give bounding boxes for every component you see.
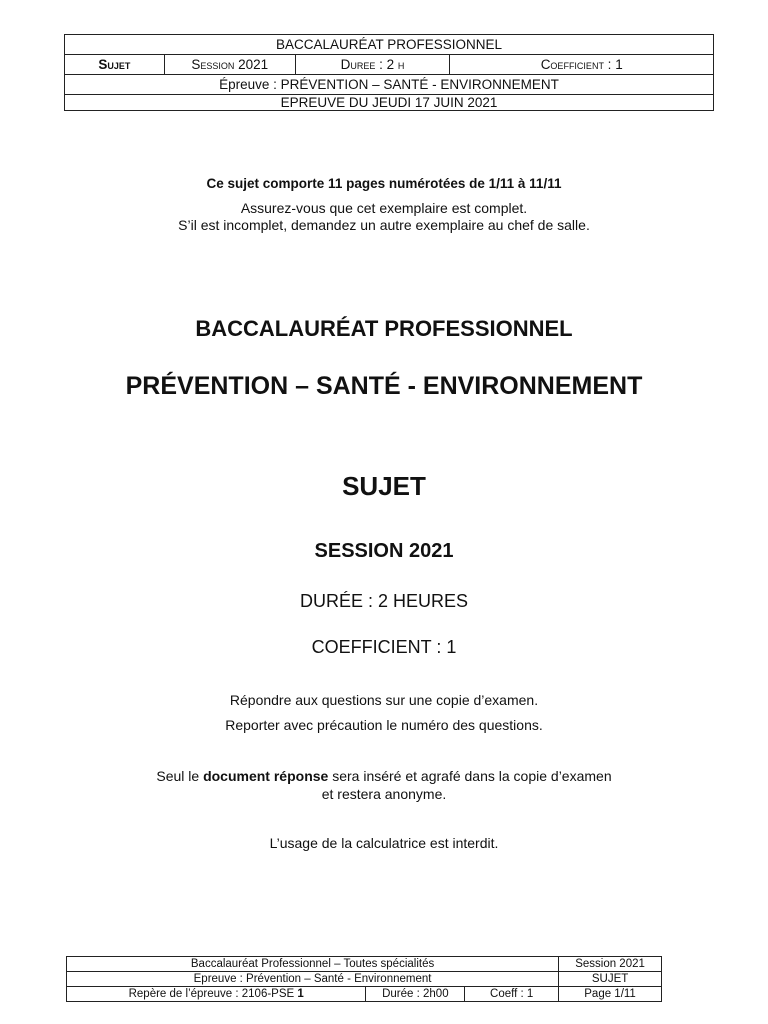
header-row-info xyxy=(65,55,714,75)
report-instruction: Reporter avec précaution le numéro des questions. xyxy=(225,717,543,733)
footer-sujet: SUJET xyxy=(559,972,662,987)
footer-epreuve: Epreuve : Prévention – Santé - Environnement xyxy=(67,972,559,987)
incomplete-line: S’il est incomplet, demandez un autre exemplaire au chef de salle. xyxy=(178,217,590,233)
document-instruction-line2: et restera anonyme. xyxy=(321,786,447,802)
header-date: EPREUVE DU JEUDI 17 JUIN 2021 xyxy=(65,95,714,111)
header-bac: BACCALAURÉAT PROFESSIONNEL xyxy=(65,35,714,55)
doc-suffix: sera inséré et agrafé dans la copie d’examen xyxy=(328,768,612,784)
exam-title: BACCALAURÉAT PROFESSIONNEL xyxy=(195,316,573,341)
footer-page: Page 1/11 xyxy=(559,987,662,1002)
check-line: Assurez-vous que cet exemplaire est complet. xyxy=(240,200,528,216)
doc-prefix: Seul le xyxy=(156,768,204,784)
footer-row-3 xyxy=(67,987,662,1002)
pages-notice: Ce sujet comporte 11 pages numérotées de 1/11 à 11/11 xyxy=(206,176,562,191)
header-row-epreuve xyxy=(65,75,714,95)
header-table xyxy=(64,34,714,111)
coefficient-title: COEFFICIENT : 1 xyxy=(311,637,457,657)
document-instruction-line1 xyxy=(0,767,768,785)
header-row-date xyxy=(65,95,714,111)
session-title: SESSION 2021 xyxy=(314,540,454,562)
duration-title: DURÉE : 2 HEURES xyxy=(299,591,469,611)
footer-repere-bold: 1 xyxy=(297,988,304,1000)
calculator-instruction: L’usage de la calculatrice est interdit. xyxy=(269,835,499,851)
subject-title: PRÉVENTION – SANTÉ - ENVIRONNEMENT xyxy=(125,372,643,400)
footer-session: Session 2021 xyxy=(559,957,662,972)
header-sujet: Sujet xyxy=(65,55,165,75)
header-coefficient: Coefficient : 1 xyxy=(450,55,714,75)
footer-duree: Durée : 2h00 xyxy=(366,987,465,1002)
header-epreuve: Épreuve : PRÉVENTION – SANTÉ - ENVIRONNEMENT xyxy=(65,75,714,95)
footer-row-1 xyxy=(67,957,662,972)
sujet-title: SUJET xyxy=(342,471,426,501)
header-duree: Duree : 2 h xyxy=(295,55,450,75)
footer-repere-text: Repère de l’épreuve : 2106-PSE xyxy=(128,988,298,1000)
doc-bold: document réponse xyxy=(203,768,329,784)
footer-repere xyxy=(67,987,366,1002)
footer-coeff: Coeff : 1 xyxy=(465,987,559,1002)
document-instruction xyxy=(0,767,768,803)
header-session: Session 2021 xyxy=(164,55,295,75)
footer-bac: Baccalauréat Professionnel – Toutes spécialités xyxy=(67,957,559,972)
answer-instruction: Répondre aux questions sur une copie d’examen. xyxy=(229,692,539,708)
copy-notice xyxy=(0,200,768,234)
footer-row-2 xyxy=(67,972,662,987)
footer-table xyxy=(66,956,662,1002)
header-row-title xyxy=(65,35,714,55)
